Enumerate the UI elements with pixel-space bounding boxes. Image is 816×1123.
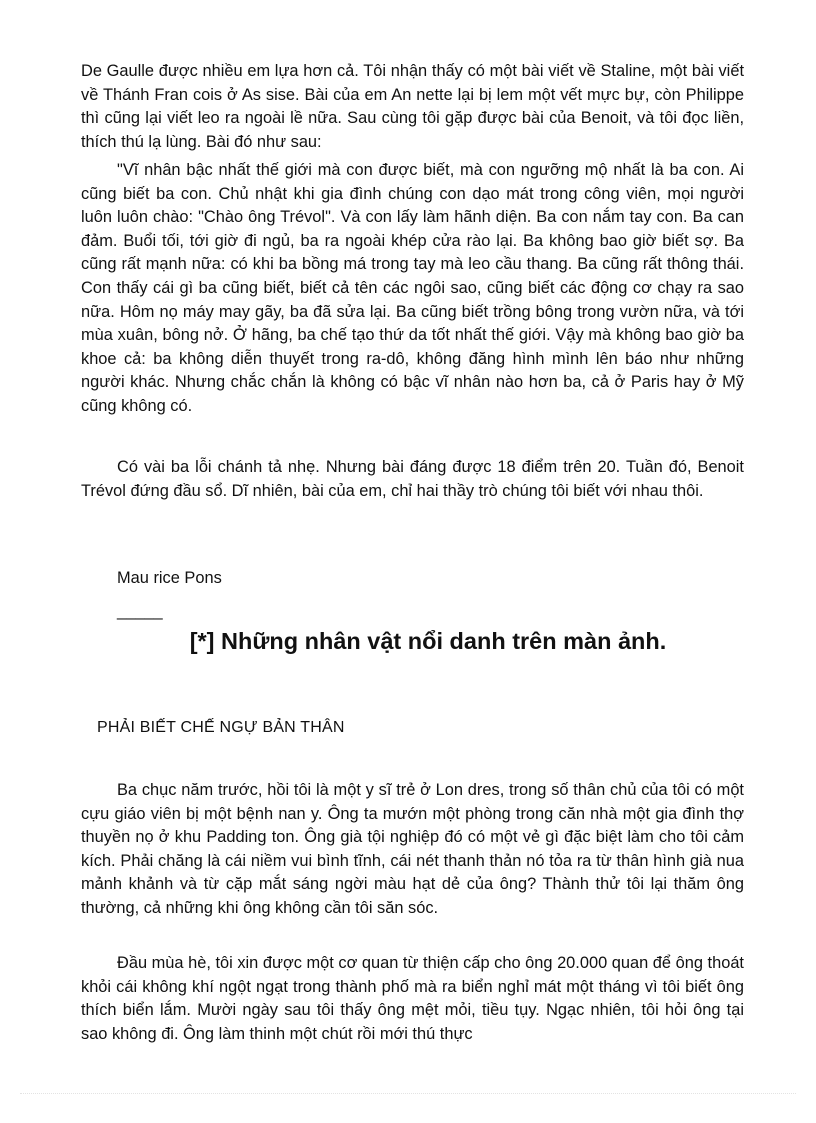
- section-title: PHẢI BIẾT CHẾ NGỰ BẢN THÂN: [97, 719, 345, 736]
- paragraph-benoit-essay: "Vĩ nhân bậc nhất thế giới mà con được biết, mà con ngưỡng mộ nhất là ba con. Ai cũng biết ba con. Chủ nhật khi gia đình chúng con dạo mát trong công viên, mọi người luôn luôn chào: "Chào ông Trévol". Và con lấy làm hãnh diện. Ba con nắm tay con. Ba can đảm. Buổi tối, tới giờ đi ngủ, ba ra ngoài khép cửa rào lại. Ba không bao giờ biết sợ. Ba cũng rất mạnh nữa: có khi ba bồng má trong tay mà leo cầu thang. Ba cũng rất thông thái. Con thấy cái gì ba cũng biết, biết cả tên các ngôi sao, cũng biết các động cơ chạy ra sao nữa. Hôm nọ máy may gãy, ba đã sửa lại. Ba cũng biết trồng bông trong vườn nữa, và tới mùa xuân, bông nở. Ở hãng, ba chế tạo thứ da tốt nhất thế giới. Vậy mà không bao giờ ba khoe cả: ba không diễn thuyết trong ra-dô, không đăng hình mình lên báo như những người khác. Nhưng chắc chắn là không có bậc vĩ nhân nào hơn ba, cả ở Paris hay ở Mỹ cũng không có.: [81, 161, 744, 415]
- paragraph-grade-comment: Có vài ba lỗi chánh tả nhẹ. Nhưng bài đáng được 18 điểm trên 20. Tuần đó, Benoit Trévol đứng đầu sổ. Dĩ nhiên, bài của em, chỉ hai thầy trò chúng tôi biết với nhau thôi.: [81, 458, 744, 500]
- paragraph-summer-holiday: Đầu mùa hè, tôi xin được một cơ quan từ thiện cấp cho ông 20.000 quan để ông thoát khỏi cái không khí ngột ngạt trong thành phố mà ra biển nghỉ mát một tháng vì tôi biết ông thích biển lắm. Mười ngày sau tôi thấy ông mệt mỏi, tiều tụy. Ngạc nhiên, tôi hỏi ông tại sao không đi. Ông làm thinh một chút rồi mới thú thực: [81, 954, 744, 1043]
- footnote: [*] Những nhân vật nổi danh trên màn ảnh.: [189, 628, 667, 654]
- paragraph-essay-intro: De Gaulle được nhiều em lựa hơn cả. Tôi nhận thấy có một bài viết về Staline, một bài viết về Thánh Fran cois ở As sise. Bài của em An nette lại bị lem một vết mực bự, còn Philippe thì cũng lại viết leo ra ngoài lề nữa. Sau cùng tôi gặp được bài của Benoit, và tôi đọc liền, thích thú lạ lùng. Bài đó như sau:: [81, 62, 744, 151]
- signature-rule: _____: [117, 602, 163, 620]
- page-bottom-divider: [20, 1093, 796, 1094]
- paragraph-london-doctor: Ba chục năm trước, hồi tôi là một y sĩ trẻ ở Lon dres, trong số thân chủ của tôi có một cựu giáo viên bị một bệnh nan y. Ông ta mướn một phòng trong căn nhà một gia đình thợ thuyền nọ ở khu Padding ton. Ông già tội nghiệp đó có một vẻ gì đặc biệt làm cho tôi cảm kích. Phải chăng là cái niềm vui bình tĩnh, cái nét thanh thản nó tỏa ra từ thân hình già nua mảnh khảnh và từ cặp mắt sáng ngời màu hạt dẻ của ông? Thành thử tôi lại thăm ông thường, cả những khi ông không cần tôi săn sóc.: [81, 781, 744, 917]
- author-signature: Mau rice Pons: [117, 569, 222, 587]
